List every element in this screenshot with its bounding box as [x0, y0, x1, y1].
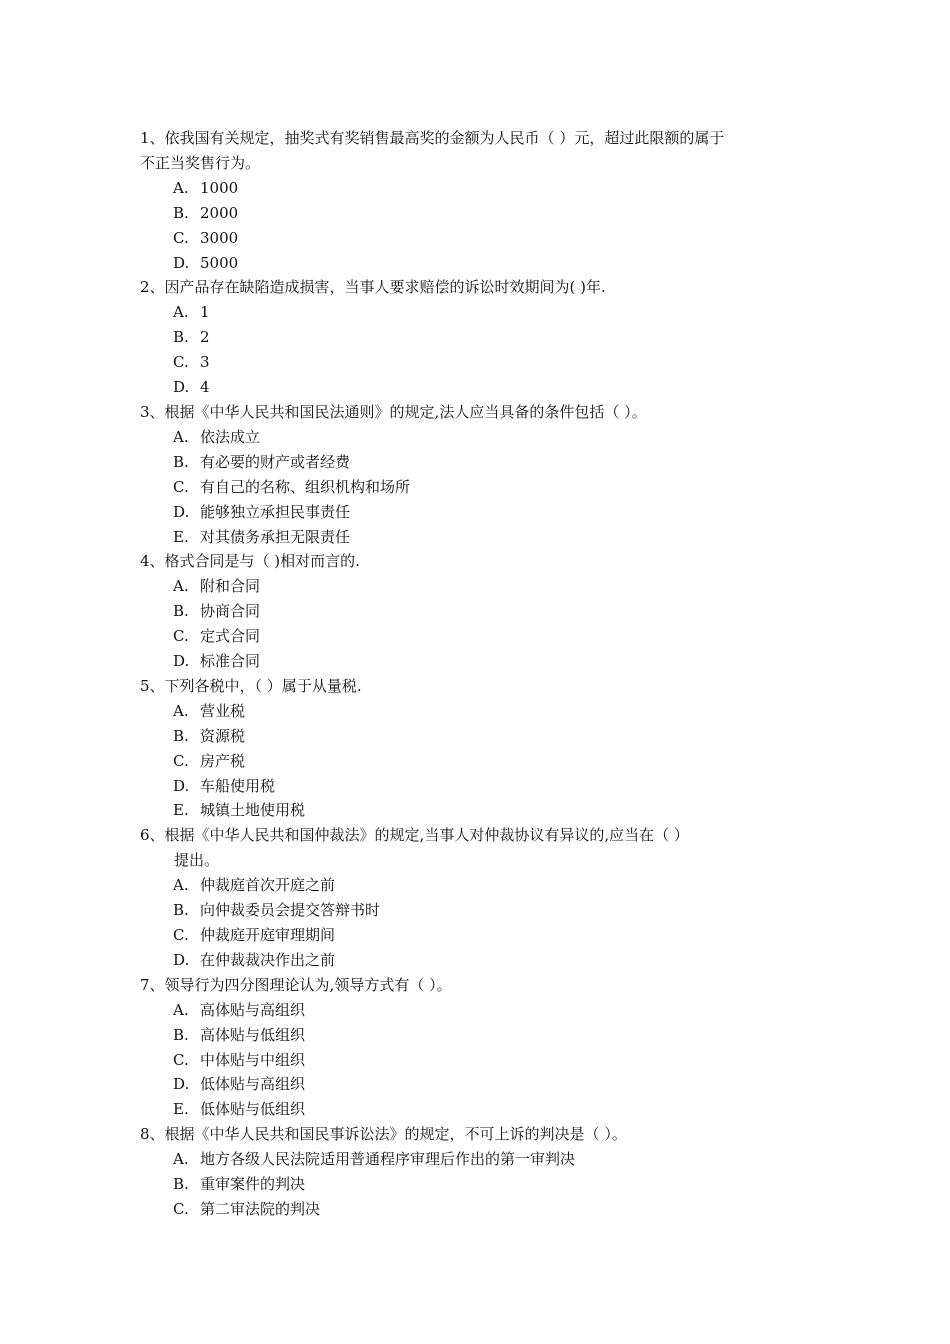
option-text: 第二审法院的判决 [200, 1199, 321, 1218]
option-letter: D. [173, 776, 190, 795]
question-7 [140, 973, 830, 1122]
option-item [140, 525, 830, 550]
option-text: 依法成立 [200, 427, 261, 446]
option-item [140, 649, 830, 674]
question-4 [140, 549, 830, 674]
option-letter: D. [173, 1075, 190, 1094]
option-letter: C. [173, 751, 189, 770]
question-stem: 4、格式合同是与（ )相对而言的. [140, 552, 360, 571]
option-item [140, 898, 830, 923]
option-item [140, 1023, 830, 1048]
option-letter: A. [173, 303, 189, 322]
option-item [140, 599, 830, 624]
option-letter: C. [173, 228, 189, 247]
option-text: 1000 [200, 178, 239, 197]
option-letter: C. [173, 926, 189, 944]
option-letter: A. [173, 178, 189, 197]
option-letter: D. [173, 950, 190, 969]
option-item [140, 325, 830, 350]
option-letter: B. [173, 1175, 189, 1194]
option-text: 高体贴与高组织 [200, 1000, 306, 1019]
option-letter: C. [173, 1199, 189, 1218]
option-item [140, 798, 830, 823]
option-item [140, 1097, 830, 1122]
option-letter: A. [173, 1150, 189, 1169]
option-item [140, 375, 830, 400]
option-letter: D. [173, 502, 190, 521]
option-text: 中体贴与中组织 [200, 1050, 306, 1069]
option-item [140, 1147, 830, 1172]
option-item [140, 1072, 830, 1097]
option-text: 2 [200, 328, 210, 347]
option-text: 仲裁庭首次开庭之前 [200, 876, 336, 895]
question-stem: 1、依我国有关规定，抽奖式有奖销售最高奖的金额为人民币（ ）元，超过此限额的属于 [140, 129, 725, 147]
option-item [140, 574, 830, 599]
question-6 [140, 823, 830, 972]
question-8 [140, 1122, 830, 1222]
option-item [140, 251, 830, 276]
option-letter: B. [173, 328, 189, 347]
option-item [140, 998, 830, 1023]
option-letter: A. [173, 577, 189, 596]
option-list [140, 1147, 830, 1222]
option-item [140, 873, 830, 898]
option-list [140, 699, 830, 824]
option-text: 协商合同 [200, 602, 261, 621]
option-letter: E. [173, 801, 189, 820]
option-list [140, 425, 830, 550]
option-letter: C. [173, 353, 189, 372]
option-text: 标准合同 [200, 652, 261, 671]
option-item [140, 425, 830, 450]
option-text: 5000 [200, 253, 239, 272]
question-stem: 2、因产品存在缺陷造成损害，当事人要求赔偿的诉讼时效期间为( )年. [140, 278, 606, 297]
option-letter: A. [173, 876, 189, 895]
option-letter: B. [173, 726, 189, 745]
option-item [140, 500, 830, 525]
option-letter: D. [173, 652, 190, 671]
option-item [140, 1048, 830, 1073]
option-text: 城镇土地使用税 [200, 801, 306, 820]
question-list [140, 126, 830, 1222]
option-item [140, 724, 830, 749]
question-stem: 6、根据《中华人民共和国仲裁法》的规定,当事人对仲裁协议有异议的,应当在（ ） [140, 826, 689, 845]
option-letter: C. [173, 1050, 189, 1069]
option-text: 重审案件的判决 [200, 1175, 306, 1194]
question-2 [140, 275, 830, 400]
option-letter: B. [173, 452, 189, 471]
question-stem-continuation: 提出。 [174, 851, 220, 870]
option-item [140, 699, 830, 724]
option-letter: C. [173, 477, 189, 496]
option-list [140, 574, 830, 674]
option-text: 3000 [200, 228, 239, 247]
option-item [140, 1197, 830, 1222]
option-item [140, 749, 830, 774]
option-text: 低体贴与低组织 [200, 1100, 306, 1119]
option-text: 高体贴与低组织 [200, 1025, 306, 1044]
option-letter: B. [173, 203, 189, 222]
option-item [140, 201, 830, 226]
option-text: 在仲裁裁决作出之前 [200, 950, 336, 969]
option-text: 定式合同 [200, 627, 261, 646]
option-text: 能够独立承担民事责任 [200, 502, 351, 521]
option-item [140, 923, 830, 948]
question-5 [140, 674, 830, 823]
option-text: 营业税 [200, 701, 246, 720]
option-item [140, 1172, 830, 1197]
question-1 [140, 126, 830, 275]
option-text: 房产税 [200, 751, 246, 770]
option-text: 低体贴与高组织 [200, 1075, 306, 1094]
option-item [140, 475, 830, 500]
option-list [140, 176, 830, 276]
option-text: 3 [200, 353, 210, 372]
question-stem: 7、领导行为四分图理论认为,领导方式有（ ）。 [140, 975, 452, 994]
option-item [140, 300, 830, 325]
option-list [140, 300, 830, 400]
option-letter: D. [173, 253, 190, 272]
option-letter: A. [173, 1000, 189, 1019]
option-list [140, 873, 830, 973]
option-letter: B. [173, 901, 189, 920]
question-stem: 3、根据《中华人民共和国民法通则》的规定,法人应当具备的条件包括（ ）。 [140, 402, 647, 421]
option-letter: E. [173, 1100, 189, 1119]
option-item [140, 176, 830, 201]
option-list [140, 998, 830, 1123]
option-letter: A. [173, 701, 189, 720]
option-letter: B. [173, 602, 189, 621]
option-text: 仲裁庭开庭审理期间 [200, 926, 336, 944]
option-text: 资源税 [200, 726, 246, 745]
option-item [140, 226, 830, 251]
option-text: 有必要的财产或者经费 [200, 452, 351, 471]
question-stem: 8、根据《中华人民共和国民事诉讼法》的规定，不可上诉的判决是（ ）。 [140, 1125, 627, 1144]
option-item [140, 948, 830, 973]
option-item [140, 450, 830, 475]
question-stem-continuation: 不正当奖售行为。 [140, 153, 261, 172]
option-letter: C. [173, 627, 189, 646]
option-letter: B. [173, 1025, 189, 1044]
option-text: 4 [200, 378, 210, 397]
option-text: 1 [200, 303, 210, 322]
option-text: 2000 [200, 203, 239, 222]
option-text: 附和合同 [200, 577, 261, 596]
option-text: 有自己的名称、组织机构和场所 [200, 477, 411, 496]
option-text: 向仲裁委员会提交答辩书时 [200, 901, 381, 920]
option-item [140, 774, 830, 799]
option-item [140, 350, 830, 375]
question-3 [140, 400, 830, 549]
option-letter: D. [173, 378, 190, 397]
option-letter: E. [173, 527, 189, 546]
option-item [140, 624, 830, 649]
option-text: 对其债务承担无限责任 [200, 527, 351, 546]
option-text: 车船使用税 [200, 776, 276, 795]
option-text: 地方各级人民法院适用普通程序审理后作出的第一审判决 [200, 1150, 576, 1169]
question-stem: 5、下列各税中，（ ）属于从量税. [140, 676, 362, 695]
option-letter: A. [173, 427, 189, 446]
